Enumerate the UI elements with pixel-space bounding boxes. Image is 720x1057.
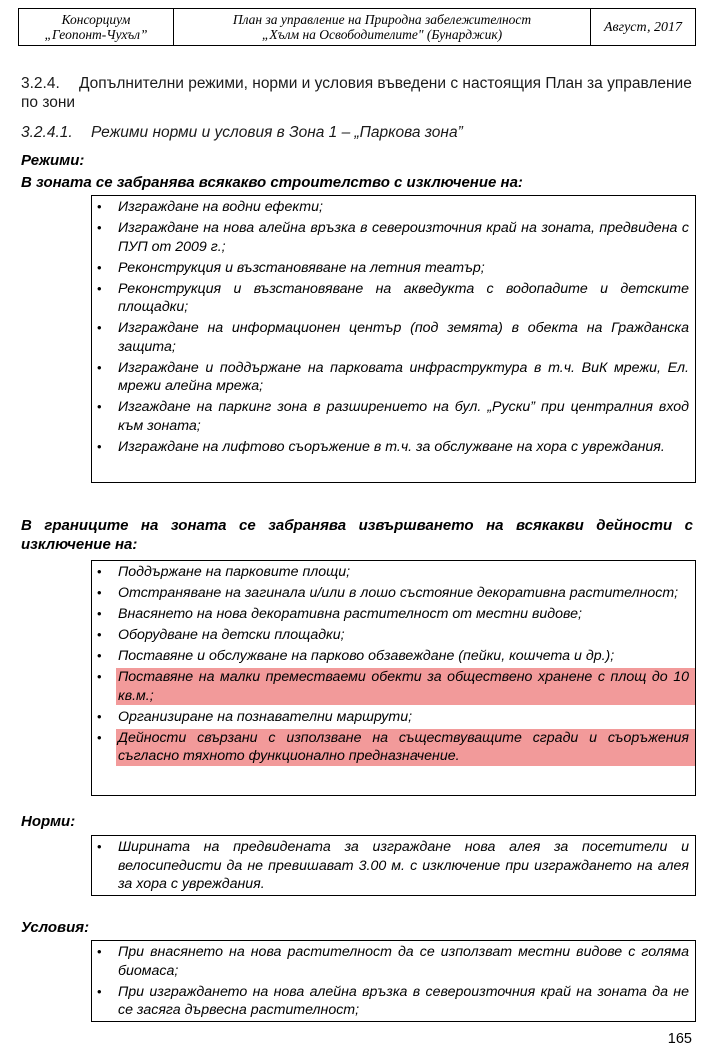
list-item-text: Поставяне и обслужване на парково обзавеждане (пейки, кошчета и др.); [118, 648, 615, 664]
list-item-text: Реконструкция и възстановяване на акведукта с водопадите и детските площадки; [118, 280, 689, 315]
list-item [92, 219, 689, 256]
list-item-text: Ширината на предвиденатa за изграждане нова алея за посетители и велосипедисти да не превишават 3.00 м. с изключение при изграждането на алея за хора с увреждания. [118, 839, 689, 892]
activities-exceptions-box [91, 560, 696, 796]
bullet-icon: • [97, 399, 102, 414]
bullet-icon: • [97, 280, 102, 296]
list-item-text: Организиране на познавателни маршрути; [118, 708, 413, 725]
list-item-text: Внасянето на нова декоративна растителност от местни видове; [118, 606, 582, 622]
list-item-text: Изграждане и поддържане на парковата инфраструктура в т.ч. ВиК мрежи, Ел. мрежи алейна мрежа; [118, 359, 689, 394]
list-item [92, 983, 689, 1020]
list-item [92, 729, 689, 766]
subsection-title: Режими норми и условия в Зона 1 – „Паркова зона” [91, 124, 463, 141]
section-heading [21, 74, 701, 112]
list-item [92, 647, 689, 666]
header-plan-title [174, 9, 591, 45]
norms-label: Норми: [21, 813, 76, 830]
construction-exceptions-box [91, 195, 696, 483]
norms-list [92, 838, 689, 894]
bullet-icon: • [97, 220, 102, 235]
list-item-text: Реконструкция и възстановяване на летния театър; [118, 259, 485, 276]
activities-intro: В границите на зоната се забранява извършването на всякакви дейности с изключение на: [21, 517, 693, 553]
section-number: 3.2.4. [21, 75, 60, 92]
list-item-text: Изграждане на водни ефекти; [118, 199, 323, 215]
construction-intro: В зоната се забранява всякакво строителство с изключение на: [21, 174, 523, 191]
regimes-label: Режими: [21, 152, 85, 169]
page-header [18, 8, 696, 46]
conditions-label: Условия: [21, 919, 90, 936]
bullet-icon: • [97, 708, 102, 724]
list-item [92, 359, 689, 396]
header-consortium-line1: Консорциум [61, 12, 131, 27]
list-item [92, 319, 689, 356]
list-item [92, 943, 689, 980]
subsection-heading [21, 124, 463, 142]
list-item-text: Дейности свързани с използване на съществуващите сгради и съоръжения съгласно тяхното функционално предназначение. [116, 729, 695, 766]
header-plan-line1: План за управление на Природна забележителност [232, 12, 532, 27]
list-item [92, 280, 689, 317]
bullet-icon: • [97, 983, 102, 999]
list-item-text: Изграждане на информационен център (под земята) в обекта на Гражданска защита; [118, 320, 689, 355]
bullet-icon: • [97, 944, 102, 959]
list-item [92, 626, 689, 645]
list-item-text: Поддържане на парковите площи; [118, 564, 351, 580]
subsection-number: 3.2.4.1. [21, 124, 73, 141]
list-item [92, 838, 689, 894]
list-item-text: Изграждане на нова алейна връзка в североизточния край на зоната, предвидена с ПУП от 2009 г.; [118, 220, 689, 255]
norms-box [91, 835, 696, 896]
conditions-box [91, 940, 696, 1022]
section-title: Допълнителни режими, норми и условия въведени с настоящия План за управление по зони [21, 75, 692, 111]
bullet-icon: • [97, 259, 102, 275]
list-item [92, 584, 689, 603]
bullet-icon: • [97, 359, 102, 375]
list-item-text: Изгаждане на паркинг зона в разширението на бул. „Руски” при централния вход към зоната; [118, 399, 689, 434]
bullet-icon: • [97, 320, 102, 335]
page-number: 165 [667, 1031, 692, 1047]
bullet-icon: • [97, 606, 102, 621]
list-item [92, 708, 689, 727]
list-item [92, 668, 689, 705]
list-item-text: Оборудване на детски площадки; [118, 627, 345, 643]
list-item-text: При изграждането на нова алейна връзка в североизточния край на зоната да не се засяга дървесна растителност; [118, 983, 689, 1018]
bullet-icon: • [97, 564, 102, 579]
list-item-text: Поставяне на малки преместваеми обекти за обществено хранене с площ до 10 кв.м.; [116, 668, 695, 705]
activities-list [92, 563, 689, 766]
list-item [92, 398, 689, 435]
header-date: Август, 2017 [604, 19, 682, 35]
list-item-text: Отстраняване на загинала и/или в лошо състояние декоративна растителност; [118, 585, 679, 601]
bullet-icon: • [97, 669, 102, 684]
bullet-icon: • [97, 199, 102, 214]
list-item [92, 563, 689, 582]
list-item-text: При внасянето на нова растителност да се използват местни видове с голяма биомаса; [118, 944, 689, 979]
bullet-icon: • [97, 585, 102, 600]
bullet-icon: • [97, 438, 102, 454]
header-consortium [19, 9, 174, 45]
header-consortium-line2: „Геопонт-Чухъл” [44, 27, 148, 42]
list-item [92, 198, 689, 217]
list-item [92, 605, 689, 624]
bullet-icon: • [97, 627, 102, 642]
list-item [92, 259, 689, 278]
construction-list [92, 198, 689, 456]
list-item [92, 438, 689, 457]
list-item-text: Изграждане на лифтово съоръжение в т.ч. за обслужване на хора с увреждания. [118, 438, 665, 455]
header-plan-line2: „Хълм на Освободителите" (Бунарджик) [261, 27, 503, 42]
conditions-list [92, 943, 689, 1020]
bullet-icon: • [97, 648, 102, 663]
bullet-icon: • [97, 839, 102, 854]
bullet-icon: • [97, 729, 102, 745]
